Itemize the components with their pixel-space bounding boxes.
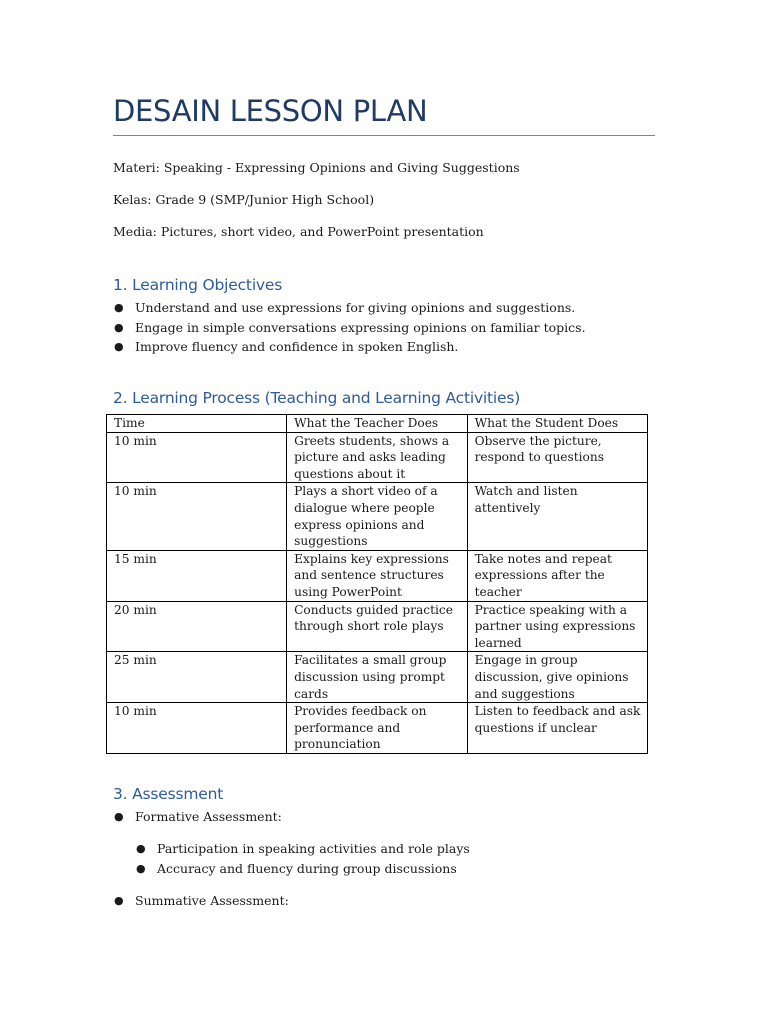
list-item — [113, 891, 289, 911]
table-row — [107, 601, 648, 652]
cell-student: Watch and listen attentively — [467, 483, 647, 550]
header-teacher: What the Teacher Does — [287, 415, 467, 433]
assessment-summative-list — [113, 891, 289, 911]
cell-teacher: Facilitates a small group discussion using prompt cards — [287, 652, 467, 703]
materi-line: Materi: Speaking - Expressing Opinions and Giving Suggestions — [113, 160, 520, 175]
formative-label: Formative Assessment: — [135, 809, 282, 824]
table-row — [107, 483, 648, 550]
bullet-icon: ● — [114, 894, 124, 907]
media-line: Media: Pictures, short video, and PowerPoint presentation — [113, 224, 484, 239]
list-item — [135, 859, 470, 879]
list-item — [113, 337, 586, 357]
formative-item: Participation in speaking activities and role plays — [157, 841, 470, 856]
cell-teacher: Provides feedback on performance and pronunciation — [287, 703, 467, 754]
list-item — [113, 318, 586, 338]
cell-student: Observe the picture, respond to questions — [467, 432, 647, 483]
cell-time: 10 min — [107, 432, 287, 483]
objectives-list — [113, 298, 586, 357]
assessment-formative-list — [113, 807, 282, 827]
bullet-icon: ● — [114, 301, 124, 314]
kelas-line: Kelas: Grade 9 (SMP/Junior High School) — [113, 192, 375, 207]
list-item — [113, 807, 282, 827]
bullet-icon: ● — [114, 340, 124, 353]
list-item — [135, 839, 470, 859]
formative-sub-list — [135, 839, 470, 878]
objective-text: Understand and use expressions for giving opinions and suggestions. — [135, 300, 576, 315]
document-title: DESAIN LESSON PLAN — [113, 94, 655, 136]
objective-text: Engage in simple conversations expressing opinions on familiar topics. — [135, 319, 586, 335]
cell-time: 10 min — [107, 483, 287, 550]
formative-item: Accuracy and fluency during group discussions — [157, 860, 457, 876]
table-row — [107, 703, 648, 754]
table-row — [107, 652, 648, 703]
objectives-heading: 1. Learning Objectives — [113, 276, 283, 294]
assessment-heading: 3. Assessment — [113, 785, 224, 803]
header-time: Time — [107, 415, 287, 433]
process-table — [106, 414, 648, 754]
cell-teacher: Plays a short video of a dialogue where people express opinions and suggestions — [287, 483, 467, 550]
bullet-icon: ● — [136, 861, 146, 875]
table-row — [107, 550, 648, 601]
table-row — [107, 432, 648, 483]
cell-teacher: Conducts guided practice through short role plays — [287, 601, 467, 652]
cell-time: 20 min — [107, 601, 287, 652]
table-header-row — [107, 415, 648, 433]
bullet-icon: ● — [114, 320, 124, 334]
cell-time: 10 min — [107, 703, 287, 754]
objective-text: Improve fluency and confidence in spoken English. — [135, 339, 459, 354]
bullet-icon: ● — [114, 810, 124, 823]
cell-student: Engage in group discussion, give opinions and suggestions — [467, 652, 647, 703]
bullet-icon: ● — [136, 842, 146, 855]
cell-time: 15 min — [107, 550, 287, 601]
cell-student: Listen to feedback and ask questions if unclear — [467, 703, 647, 754]
summative-label: Summative Assessment: — [135, 893, 289, 908]
list-item — [113, 298, 586, 318]
process-heading: 2. Learning Process (Teaching and Learning Activities) — [113, 389, 521, 407]
cell-teacher: Greets students, shows a picture and asks leading questions about it — [287, 432, 467, 483]
cell-student: Take notes and repeat expressions after the teacher — [467, 550, 647, 601]
header-student: What the Student Does — [467, 415, 647, 433]
cell-time: 25 min — [107, 652, 287, 703]
cell-student: Practice speaking with a partner using expressions learned — [467, 601, 647, 652]
cell-teacher: Explains key expressions and sentence structures using PowerPoint — [287, 550, 467, 601]
